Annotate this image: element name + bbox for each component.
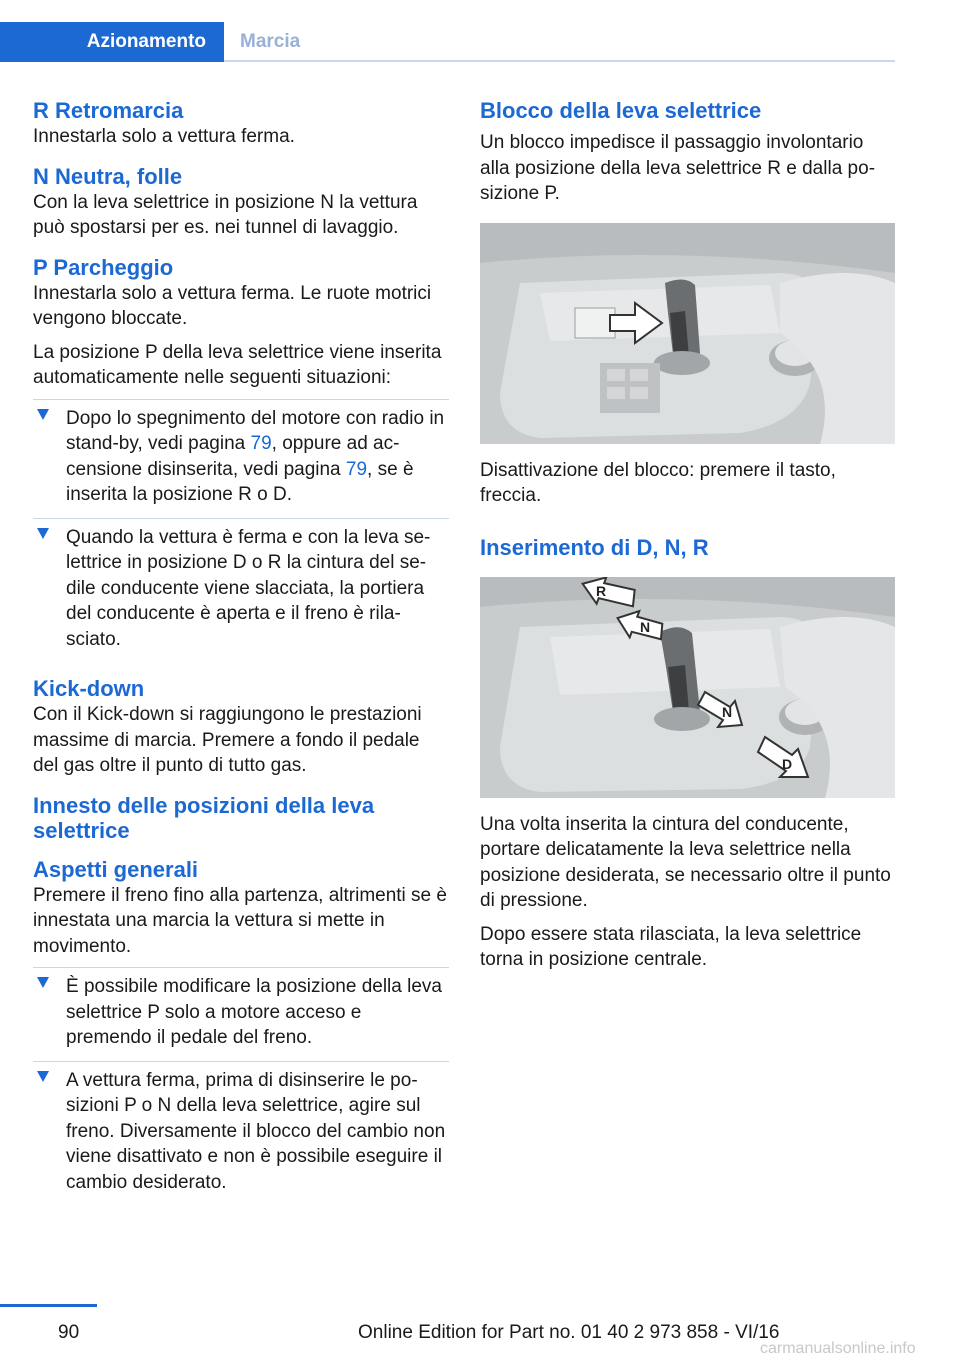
- paragraph: Dopo essere stata rilasciata, la leva selettrice torna in posizione centrale.: [480, 923, 862, 970]
- shift-label-r: R: [596, 582, 607, 599]
- section-title: Blocco della leva selettrice: [480, 98, 762, 123]
- triangle-bullet-icon: [37, 409, 49, 420]
- section-neutra: [33, 164, 449, 241]
- left-column: [33, 98, 449, 1219]
- page-number: 90: [58, 1322, 80, 1343]
- section-title: Innesto delle posizioni della leva selettrice: [33, 792, 375, 843]
- gear-lever-illustration: [480, 223, 895, 444]
- figure-caption: Disattivazione del blocco: premere il tasto, freccia.: [480, 459, 836, 506]
- gear-lever-shift-figure: [480, 577, 895, 798]
- section-blocco-leva: [480, 98, 896, 509]
- tab-azionamento[interactable]: Azionamento: [0, 22, 224, 62]
- footer-edition: Online Edition for Part no. 01 40 2 973 858 - VI/16: [358, 1322, 780, 1343]
- paragraph: Un blocco impedisce il passaggio involontario alla posizione della leva selettrice R e dalla posizione P.: [480, 132, 876, 204]
- section-title: Kick-down: [33, 676, 145, 701]
- triangle-bullet-icon: [37, 977, 49, 988]
- paragraph: Con la leva selettrice in posizione N la vettura può spostarsi per es. nei tunnel di lavaggio.: [33, 191, 418, 238]
- page-number-rule: [0, 1304, 97, 1307]
- shift-label-n-upper: N: [640, 618, 651, 635]
- paragraph: La posizione P della leva selettrice viene inserita automaticamente nelle seguenti situazioni:: [33, 341, 442, 388]
- list-item: Quando la vettura è ferma e con la leva selettrice in posizione D o R la cintura del sedile conducente viene slacciata, la portiera del conducente è aperta e il freno è rilasciato.: [33, 518, 449, 663]
- shift-label-n-lower: N: [722, 703, 733, 720]
- shift-label-d: D: [782, 755, 793, 772]
- section-aspetti-generali: [33, 857, 449, 1206]
- section-title: R Retromarcia: [33, 98, 184, 123]
- gear-lever-unlock-figure: [480, 223, 895, 444]
- paragraph: Innestarla solo a vettura ferma.: [33, 126, 295, 147]
- gear-shift-illustration: [480, 577, 895, 798]
- section-inserimento: [480, 535, 896, 973]
- bullet-list: [33, 399, 449, 663]
- list-item: A vettura ferma, prima di disinserire le posizioni P o N della leva selettrice, agire sul freno. Diversamente il blocco del cambio non viene disattivato e non è possibile eseguire il cambio desiderato.: [33, 1061, 449, 1206]
- chapter-tabs: [0, 22, 895, 62]
- triangle-bullet-icon: [37, 528, 49, 539]
- triangle-bullet-icon: [37, 1071, 49, 1082]
- tab-marcia[interactable]: Marcia: [240, 31, 301, 52]
- bullet-list: [33, 967, 449, 1205]
- section-title: Aspetti generali: [33, 856, 199, 882]
- paragraph: Una volta inserita la cintura del conducente, portare delicatamente la leva selettrice nella posizione desiderata, se necessario oltre il punto di pressione.: [480, 813, 891, 911]
- watermark: carmanualsonline.info: [760, 1340, 916, 1357]
- section-parcheggio: [33, 255, 449, 663]
- list-item: È possibile modificare la posizione della leva selettrice P solo a motore acceso e premendo il pedale del freno.: [33, 967, 449, 1061]
- section-title: Inserimento di D, N, R: [480, 534, 709, 560]
- tab-underline: [224, 60, 895, 62]
- paragraph: Con il Kick-down si raggiungono le prestazioni massime di marcia. Premere a fondo il pedale del gas oltre il punto di tutto gas.: [33, 704, 422, 776]
- page-link[interactable]: 79: [345, 458, 368, 480]
- list-item: Dopo lo spegnimento del motore con radio in stand-by, vedi pagina 79, oppure ad accensione disinserita, vedi pagina 79, se è inserita la posizione R o D.: [33, 399, 449, 518]
- page-link[interactable]: 79: [250, 433, 272, 454]
- section-retromarcia: [33, 98, 449, 150]
- paragraph: Innestarla solo a vettura ferma. Le ruote motrici vengono bloccate.: [33, 282, 432, 329]
- section-title: P Parcheggio: [33, 254, 174, 280]
- paragraph: Premere il freno fino alla partenza, altrimenti se è innestata una marcia la vettura si mette in movimento.: [33, 884, 447, 957]
- section-innesto: [33, 793, 449, 843]
- section-title: N Neutra, folle: [33, 163, 183, 189]
- right-column: [480, 98, 896, 987]
- section-kickdown: [33, 676, 449, 779]
